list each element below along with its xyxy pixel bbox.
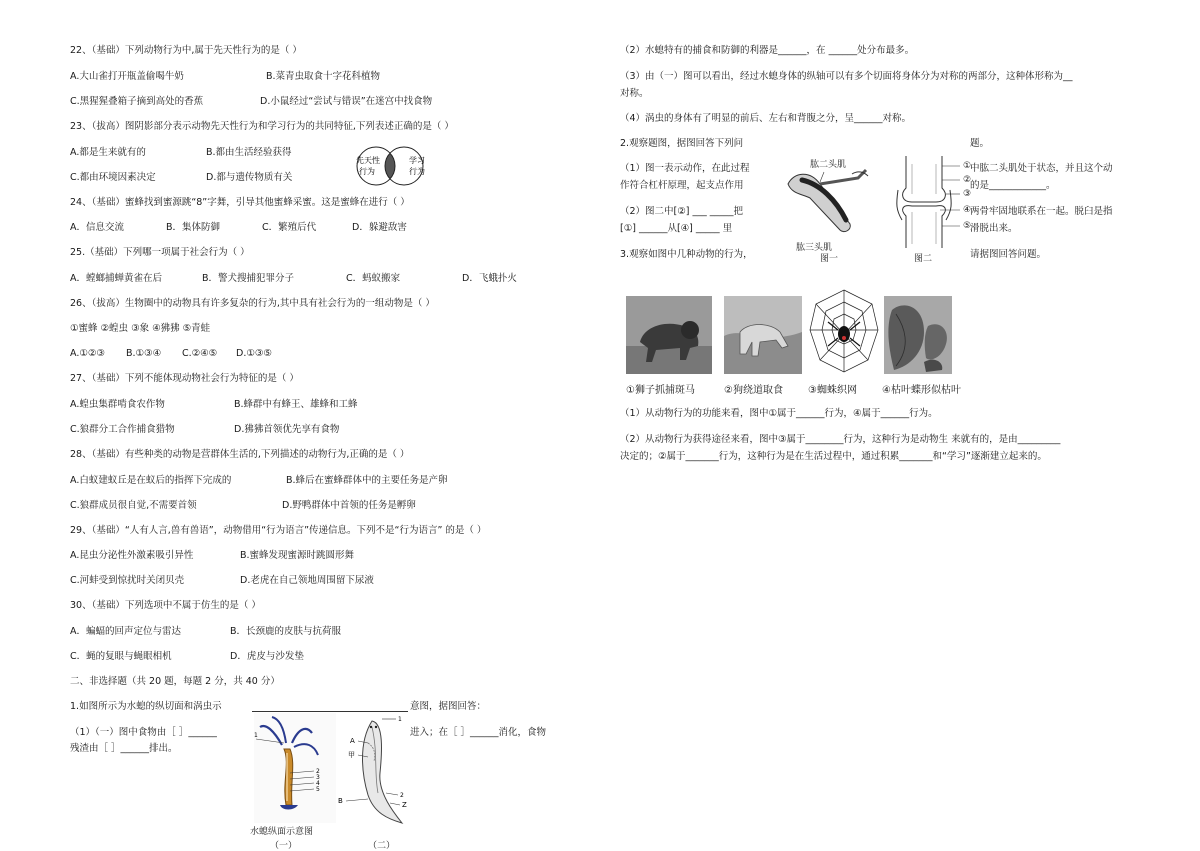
- q30-stem: 30、（基础）下列选项中不属于仿生的是（ ）: [70, 600, 261, 611]
- q25-opt-d: D．飞蛾扑火: [462, 273, 517, 284]
- svg-text:4: 4: [316, 780, 320, 787]
- p1-stem-b: 意图，据图回答：: [410, 701, 487, 712]
- hydra-figure: [254, 713, 336, 823]
- p3-s2-a: （2）从动物行为获得途径来看，图中③属于________行为，这种行为是动物生 来就有的，是由_________: [620, 434, 1061, 445]
- venn-diagram: [342, 146, 438, 186]
- photo-caption-4: ④枯叶蝶形似枯叶: [882, 385, 961, 396]
- q22-opt-d: D.小鼠经过“尝试与错误”在迷宫中找食物: [260, 96, 433, 107]
- q30-opt-c: C．蝇的复眼与蝇眼相机: [70, 651, 172, 662]
- q27-opt-a: A.蝗虫集群啃食农作物: [70, 399, 165, 410]
- q29-opt-c: C.河蚌受到惊扰时关闭贝壳: [70, 575, 185, 586]
- p2-s2-d: 滑脱出来。: [970, 223, 1018, 234]
- p2-s1-c: 中肱二头肌处于状态，并且这个动: [970, 163, 1113, 174]
- q22-opt-a: A.大山雀打开瓶盖偷喝牛奶: [70, 71, 184, 82]
- q27-stem: 27、（基础）下列不能体现动物社会行为特征的是（ ）: [70, 373, 299, 384]
- joint-label-4: ④: [963, 205, 972, 215]
- q24-stem: 24、（基础）蜜蜂找到蜜源跳“8”字舞，引导其他蜜蜂采蜜。这是蜜蜂在进行（ ）: [70, 197, 410, 208]
- p1-s3-a: （3）由（一）图可以看出，经过水螅身体的纵轴可以有多个切面将身体分为对称的两部分，这种体形称为__: [620, 71, 1073, 82]
- p2-stem-a: 2.观察题图，据图回答下列问: [620, 138, 744, 149]
- p1-stem-a: 1.如图所示为水螅的纵切面和涡虫示: [70, 701, 222, 712]
- venn-left-label-2: 行为: [359, 167, 375, 176]
- planarian-figure-label: （二）: [368, 841, 396, 851]
- svg-text:A: A: [350, 737, 355, 745]
- hydra-figure-caption: 水螅纵面示意图: [250, 827, 314, 837]
- q23-opt-b: B.都由生活经验获得: [206, 147, 292, 158]
- lion-photo: [626, 296, 712, 374]
- leaf-butterfly-photo: [884, 296, 952, 374]
- joint-label-3: ③: [963, 189, 972, 199]
- p1-s4: （4）涡虫的身体有了明显的前后、左右和背腹之分，呈______对称。: [620, 113, 912, 124]
- svg-text:2: 2: [316, 768, 320, 775]
- p2-s2-b: [①] ______从[④] _____ 里: [620, 223, 733, 234]
- q25-opt-a: A．螳螂捕蝉黄雀在后: [70, 273, 162, 284]
- q24-opt-c: C．繁殖后代: [262, 222, 317, 233]
- photo-caption-3: ③蜘蛛织网: [808, 385, 857, 396]
- q23-opt-d: D.都与遗传物质有关: [206, 172, 293, 183]
- q24-opt-a: A．信息交流: [70, 222, 124, 233]
- p1-s3-b: 对称。: [620, 88, 649, 99]
- photo-caption-2: ②狗绕道取食: [724, 385, 783, 396]
- svg-text:Z: Z: [402, 801, 407, 809]
- q30-opt-a: A．蝙蝠的回声定位与雷达: [70, 626, 181, 637]
- p2-s2-a: （2）图二中[②] ___ _____把: [620, 206, 744, 217]
- figure-1-caption: 图一: [820, 254, 839, 264]
- q26-opt-d: D.①③⑤: [236, 348, 272, 359]
- q27-opt-b: B.蜂群中有蜂王、雄蜂和工蜂: [234, 399, 358, 410]
- q22-opt-b: B.菜青虫取食十字花科植物: [266, 71, 381, 82]
- p2-s2-c: 两骨牢固地联系在一起。脱臼是指: [970, 206, 1113, 217]
- svg-text:5: 5: [316, 786, 320, 793]
- joint-label-2: ②: [963, 175, 972, 185]
- q27-opt-d: D.狒狒首领优先享有食物: [234, 424, 340, 435]
- venn-left-label-1: 先天性: [356, 156, 380, 165]
- q29-opt-d: D.老虎在自己领地周围留下尿液: [240, 575, 374, 586]
- svg-text:B: B: [338, 797, 343, 805]
- q22-stem: 22、（基础）下列动物行为中,属于先天性行为的是（ ）: [70, 45, 302, 56]
- q25-stem: 25.（基础）下列哪一项属于社会行为（ ）: [70, 247, 250, 258]
- p2-s1-d: 的是____________。: [970, 180, 1056, 191]
- p2-stem-b: 题。: [970, 138, 990, 149]
- venn-right-label-1: 学习: [409, 156, 425, 165]
- q23-stem: 23、（拔高）图阴影部分表示动物先天性行为和学习行为的共同特征,下列表述正确的是（ ）: [70, 121, 454, 132]
- q30-opt-d: D．虎皮与沙发垫: [230, 651, 304, 662]
- p2-s1-b: 作符合杠杆原理，起支点作用: [620, 180, 744, 191]
- q26-opt-b: B.①③④: [126, 348, 162, 359]
- q26-opt-c: C.②④⑤: [182, 348, 218, 359]
- p1-s1-b: 进入；在［ ］______消化，食物: [410, 727, 547, 738]
- venn-right-label-2: 行为: [409, 167, 425, 176]
- arm-label-triceps: 肱三头肌: [796, 243, 833, 253]
- q27-opt-c: C.狼群分工合作捕食猎物: [70, 424, 175, 435]
- q28-opt-d: D.野鸭群体中首领的任务是孵卵: [282, 500, 416, 511]
- figure-2-caption: 图二: [914, 254, 933, 264]
- q28-opt-b: B.蜂后在蜜蜂群体中的主要任务是产卵: [286, 475, 448, 486]
- p3-stem-b: 请据图回答问题。: [970, 249, 1047, 260]
- svg-text:甲: 甲: [348, 751, 355, 759]
- p2-s1-a: （1）图一表示动作，在此过程: [620, 163, 750, 174]
- q23-opt-a: A.都是生来就有的: [70, 147, 146, 158]
- q23-opt-c: C.都由环境因素决定: [70, 172, 156, 183]
- arm-label-biceps: 肱二头肌: [810, 160, 847, 170]
- q25-opt-b: B．警犬搜捕犯罪分子: [202, 273, 295, 284]
- p3-s1: （1）从动物行为的功能来看，图中①属于______行为，④属于______行为。: [620, 408, 938, 419]
- photo-caption-1: ①狮子抓捕斑马: [626, 385, 695, 396]
- p3-s2-b: 决定的；②属于_______行为，这种行为是在生活过程中，通过积累_______和“学习”逐渐建立起来的。: [620, 451, 1047, 462]
- q29-opt-a: A.昆虫分泌性外激素吸引异性: [70, 550, 194, 561]
- p1-stem-underline: [252, 711, 408, 712]
- svg-text:1: 1: [254, 732, 258, 739]
- q24-opt-b: B．集体防御: [166, 222, 221, 233]
- q24-opt-d: D．躲避敌害: [352, 222, 407, 233]
- q29-opt-b: B.蜜蜂发现蜜源时跳圆形舞: [240, 550, 355, 561]
- joint-label-1: ①: [963, 161, 972, 171]
- q29-stem: 29、（基础）“人有人言,兽有兽语”，动物借用“行为语言”传递信息。下列不是“行为语言” 的是（ ）: [70, 525, 487, 536]
- section-2-heading: 二、非选择题（共 20 题，每题 2 分，共 40 分）: [70, 676, 280, 687]
- q26-items: ①蜜蜂 ②蝗虫 ③象 ④狒狒 ⑤青蛙: [70, 323, 211, 334]
- spider-web-photo: [806, 284, 882, 376]
- planarian-figure: [338, 713, 418, 827]
- q28-opt-c: C.狼群成员很自觉,不需要首领: [70, 500, 197, 511]
- q25-opt-c: C．蚂蚁搬家: [346, 273, 401, 284]
- svg-text:3: 3: [316, 774, 320, 781]
- q30-opt-b: B．长颈鹿的皮肤与抗荷服: [230, 626, 342, 637]
- p1-s1-c: 残渣由［ ］______排出。: [70, 743, 178, 754]
- q26-stem: 26、（拔高）生物圈中的动物具有许多复杂的行为,其中具有社会行为的一组动物是（ ）: [70, 298, 435, 309]
- dog-photo: [724, 296, 802, 374]
- q28-stem: 28、（基础）有些种类的动物是营群体生活的,下列描述的动物行为,正确的是（ ）: [70, 449, 410, 460]
- q22-opt-c: C.黑猩猩叠箱子摘到高处的香蕉: [70, 96, 204, 107]
- p3-stem-a: 3.观察如图中几种动物的行为，: [620, 249, 753, 260]
- p1-s1-a: （1）（一）图中食物由［ ］______: [70, 727, 217, 738]
- svg-text:1: 1: [398, 716, 402, 723]
- svg-text:2: 2: [400, 792, 404, 799]
- joint-label-5: ⑤: [963, 221, 972, 231]
- q26-opt-a: A.①②③: [70, 348, 105, 359]
- p1-s2: （2）水螅特有的捕食和防御的利器是______，在 ______处分布最多。: [620, 45, 915, 56]
- hydra-figure-label: （一）: [270, 841, 298, 851]
- q28-opt-a: A.白蚁建蚁丘是在蚁后的指挥下完成的: [70, 475, 232, 486]
